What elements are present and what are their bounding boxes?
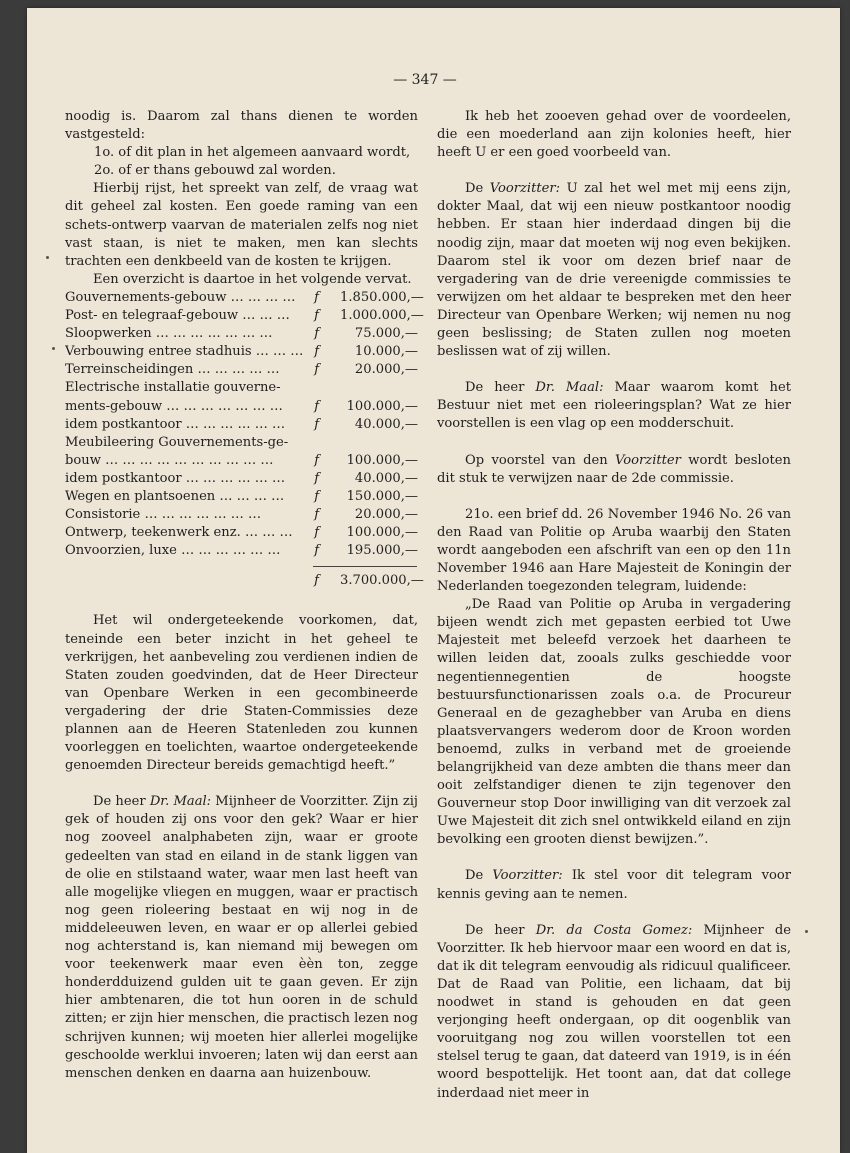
currency-symbol: f [314,525,320,541]
cost-row [65,398,418,416]
margin-dot [52,347,55,350]
cost-row [65,506,418,524]
currency-symbol: f [314,573,319,589]
cost-amount: 100.000,— [346,452,418,468]
speaker-name: Voorzitter: [492,868,563,884]
list-item: 2o. of er thans gebouwd zal worden. [94,163,336,179]
currency-symbol: f [314,416,320,432]
cost-amount: 195.000,— [346,543,418,559]
cost-row [65,325,418,343]
cost-amount: 100.000,— [346,525,418,541]
speaker-name: Dr. Maal: [149,794,212,810]
currency-symbol: f [314,452,320,468]
cost-amount: 40.000,— [354,416,418,432]
cost-label: Electrische installatie gouverne- [65,380,281,396]
margin-dot [46,256,49,259]
cost-amount: 20.000,— [354,362,418,378]
cost-amount: 150.000,— [346,488,418,504]
currency-symbol: f [314,344,320,360]
paragraph: Het wil ondergeteekende voorkomen, dat, teneinde een beter inzicht in het geheel te verkrijgen, het aanbeveling zou verdienen indien de Staten zouden goedvinden, dat de Heer Directeur van Openbare Werken in een gecombineerde vergadering der drie Staten-Commissies deze plannen aan de Heeren Statenleden zou kunnen voorleggen en toelichten, waartoe ondergeteekende genoemden Directeur bereids gemachtigd heeft.” [65,613,418,774]
cost-label: Verbouwing entree stadhuis … … … [65,344,304,360]
cost-label: Post- en telegraaf-gebouw … … … [65,308,290,324]
list-item: 1o. of dit plan in het algemeen aanvaard wordt, [94,145,411,161]
cost-label: Ontwerp, teekenwerk enz. … … … [65,525,293,541]
page-number: — 347 — [393,72,457,88]
cost-label: Onvoorzien, luxe … … … … … … [65,543,281,559]
currency-symbol: f [314,289,319,305]
cost-amount: 10.000,— [354,344,418,360]
cost-row [65,542,418,560]
currency-symbol [314,379,340,397]
cost-label: bouw … … … … … … … … … … [65,452,274,468]
cost-row [65,470,418,488]
cost-amount: 1.000.000,— [340,308,424,324]
cost-label: Wegen en plantsoenen … … … … [65,488,285,504]
cost-row [65,307,424,325]
speaker-name: Dr. Maal: [535,380,604,396]
intro-text: noodig is. Daarom zal thans dienen te worden vastgesteld: [65,109,418,143]
currency-symbol [314,434,340,452]
currency-symbol: f [314,488,320,504]
paragraph: Een overzicht is daartoe in het volgende vervat. [93,271,412,287]
cost-label: Terreinscheidingen … … … … … [65,362,280,378]
speech-voorzitter: De Voorzitter: U zal het wel met mij eens zijn, dokter Maal, dat wij een nieuw postkantoor noodig hebben. Er staan hier inderdaad dingen bij die noodig zijn, maar dat moeten wij nog even bekijken. Daarom stel ik voor om dezen brief naar de vergadering van de drie vereenigde commissies te verwijzen om het aldaar te bespreken met den heer Directeur van Openbare Werken; wij nemen nu nog geen beslissing; de Staten zullen nog moeten beslissen wat of zij willen. [437,181,791,360]
cost-row [65,452,418,470]
currency-symbol: f [314,362,320,378]
speech-dr-maal: De heer Dr. Maal: Maar waarom komt het Bestuur niet met een rioleeringsplan? Wat ze hier voorstellen is een vlag op een modderschuit. [437,380,791,432]
cost-amount: 1.850.000,— [340,289,424,305]
cost-amount [340,379,418,397]
total-rule [313,566,417,567]
cost-row [65,416,418,434]
cost-table [65,289,424,560]
cost-label: Meubileering Gouvernements-ge- [65,434,289,450]
currency-symbol: f [314,398,320,414]
speaker-name: Voorzitter: [489,181,561,197]
margin-dot [805,930,808,933]
speech-voorzitter: De Voorzitter: Ik stel voor dit telegram voor kennis geving aan te nemen. [437,868,791,902]
paragraph: Hierbij rijst, het spreekt van zelf, de vraag wat dit geheel zal kosten. Een goede raming van een schets-ontwerp vaarvan de materialen zelfs nog niet vast staan, is niet te maken, men kan slechts trachten een denkbeeld van de kosten te krijgen. [65,181,418,269]
agenda-item-21: 21o. een brief dd. 26 November 1946 No. 26 van den Raad van Politie op Aruba waarbij den Staten wordt aangeboden een afschrift van een op den 11n November 1946 aan Hare Majesteit de Koningin der Nederlanden toegezonden telegram, luidende: [437,506,791,595]
currency-symbol: f [314,507,320,523]
cost-amount [340,434,418,452]
speech-dr-maal: De heer Dr. Maal: Mijnheer de Voorzitter. Zijn zij gek of houden zij ons voor den gek? Waar er hier nog zooveel analphabeten zijn, waar er groote gedeelten van stad en eiland in de stank liggen van de olie en stilstaand water, waar men last heeft van alle mogelijke vliegen en muggen, waar er practisch nog geen rioleering bestaat en wij nog in de middeleeuwen leven, en waar er op allerlei gebied nog achterstand is, kan niemand mij bewegen om voor teekenwerk maar even èèn ton, zegge honderdduizend gulden uit te gaan geven. Er zijn hier ambtenaren, die tot hun ooren in de schuld zitten; er zijn hier menschen, die practisch lezen nog schrijven kunnen; wij moeten hier allerlei mogelijke geschoolde werklui invoeren; laten wij dan eerst aan menschen denken en daarna aan huizenbouw. [65,794,418,1081]
currency-symbol: f [314,543,320,559]
cost-label: Gouvernements-gebouw … … … … [65,289,296,305]
currency-symbol: f [314,326,320,342]
speaker-name: Voorzitter [615,452,681,468]
paragraph: Ik heb het zooeven gehad over de voordeelen, die een moederland aan zijn kolonies heeft, hier heeft U er een goed voorbeeld van. [437,109,791,161]
cost-amount: 40.000,— [354,470,418,486]
cost-label: ments-gebouw … … … … … … … [65,398,283,414]
right-column [437,108,791,1103]
telegram-text: „De Raad van Politie op Aruba in vergadering bijeen wendt zich met gepasten eerbied tot Uwe Majesteit met beleefd verzoek het daarheen te willen leiden dat, zooals zulks geschiedde voor negentiennegentien de hoogste bestuursfunctionarissen zoals o.a. de Procureur Generaal en de gezaghebber van Aruba en diens plaatsvervangers wederom door de Kroon worden benoemd, zulks in verband met de groeiende belangrijkheid van deze ambten die thans meer dan ooit zelfstandiger dienen te zijn tegenover den Gouverneur stop Door inwilliging van dit verzoek zal Uwe Majesteit dit zich snel ontwikkeld eiland en zijn bevolking een grooten dienst bewijzen.”. [437,597,791,848]
cost-row [65,524,418,542]
cost-amount: 100.000,— [346,398,418,414]
cost-amount: 75.000,— [354,326,418,342]
cost-row [65,343,418,361]
cost-label: Sloopwerken … … … … … … … [65,326,273,342]
cost-row [65,289,424,307]
decision-paragraph: Op voorstel van den Voorzitter wordt besloten dit stuk te verwijzen naar de 2de commissie. [437,452,791,486]
currency-symbol: f [314,308,319,324]
total-row [65,572,424,590]
cost-row [65,379,418,397]
left-column [65,108,424,1083]
total-amount: 3.700.000,— [340,573,424,589]
cost-row [65,361,418,379]
cost-label: idem postkantoor … … … … … … [65,470,286,486]
cost-amount: 20.000,— [354,507,418,523]
cost-row [65,488,418,506]
currency-symbol: f [314,470,320,486]
cost-label: idem postkantoor … … … … … … [65,416,286,432]
speech-da-costa-gomez: De heer Dr. da Costa Gomez: Mijnheer de Voorzitter. Ik heb hiervoor maar een woord en dat is, dat ik dit telegram eenvoudig als ridicuul qualificeer. Dat de Raad van Politie, een lichaam, dat bij noodwet in stand is gehouden en dat geen verjonging heeft ondergaan, op dit oogenblik van vooruitgang nog zou willen voorstellen tot een stelsel terug te gaan, dat dateerd van 1919, is in één woord bespottelijk. Het toont aan, dat dat college inderdaad niet meer in [437,922,791,1101]
cost-row [65,434,418,452]
cost-label: Consistorie … … … … … … … [65,507,262,523]
speaker-name: Dr. da Costa Gomez: [535,922,693,938]
